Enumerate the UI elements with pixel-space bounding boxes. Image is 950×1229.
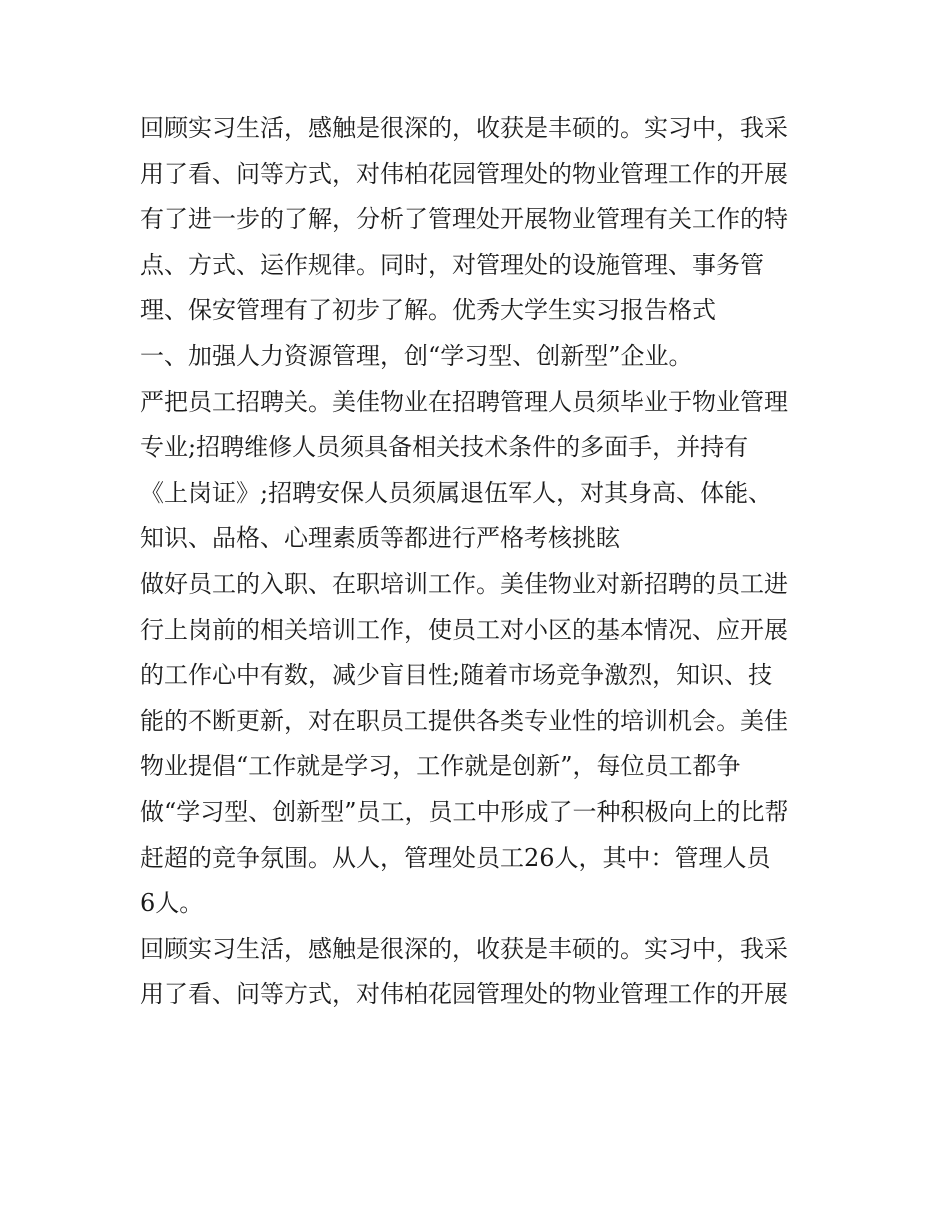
text-line-7: 严把员工招聘关。美佳物业在招聘管理人员须毕业于物业管理 (140, 387, 788, 416)
text-line-19: 回顾实习生活，感触是很深的，收获是丰硕的。实习中，我采 (140, 934, 788, 963)
text-line-1: 回顾实习生活，感触是很深的，收获是丰硕的。实习中，我采 (140, 114, 788, 142)
text-line-2: 用了看、问等方式，对伟柏花园管理处的物业管理工作的开展 (140, 159, 788, 188)
text-line-20: 用了看、问等方式，对伟柏花园管理处的物业管理工作的开展 (140, 980, 788, 1009)
text-line-10: 知识、品格、心理素质等都进行严格考核挑眩 (140, 524, 620, 553)
text-line-12: 行上岗前的相关培训工作，使员工对小区的基本情况、应开展 (140, 615, 788, 644)
text-line-15: 物业提倡“工作就是学习，工作就是创新”，每位员工都争 (140, 752, 741, 781)
text-line-5: 理、保安管理有了初步了解。优秀大学生实习报告格式 (140, 296, 716, 325)
document-body (140, 106, 830, 1018)
text-line-8: 专业;招聘维修人员须具备相关技术条件的多面手，并持有 (140, 433, 749, 462)
section-heading: 一、加强人力资源管理，创“学习型、创新型”企业。 (140, 341, 693, 370)
text-line-3: 有了进一步的了解，分析了管理处开展物业管理有关工作的特 (140, 205, 788, 234)
text-line-16: 做“学习型、创新型”员工，员工中形成了一种积极向上的比帮 (140, 797, 789, 826)
text-line-9: 《上岗证》;招聘安保人员须属退伍军人，对其身高、体能、 (140, 478, 773, 507)
text-line-11: 做好员工的入职、在职培训工作。美佳物业对新招聘的员工进 (140, 569, 788, 598)
text-line-13: 的工作心中有数，减少盲目性;随着市场竞争激烈，知识、技 (140, 661, 773, 690)
text-line-4: 点、方式、运作规律。同时，对管理处的设施管理、事务管 (140, 250, 764, 279)
text-line-17: 赶超的竞争氛围。从人，管理处员工26人，其中：管理人员 (140, 843, 771, 872)
text-line-18: 6人。 (140, 889, 204, 918)
text-line-14: 能的不断更新，对在职员工提供各类专业性的培训机会。美佳 (140, 706, 788, 735)
